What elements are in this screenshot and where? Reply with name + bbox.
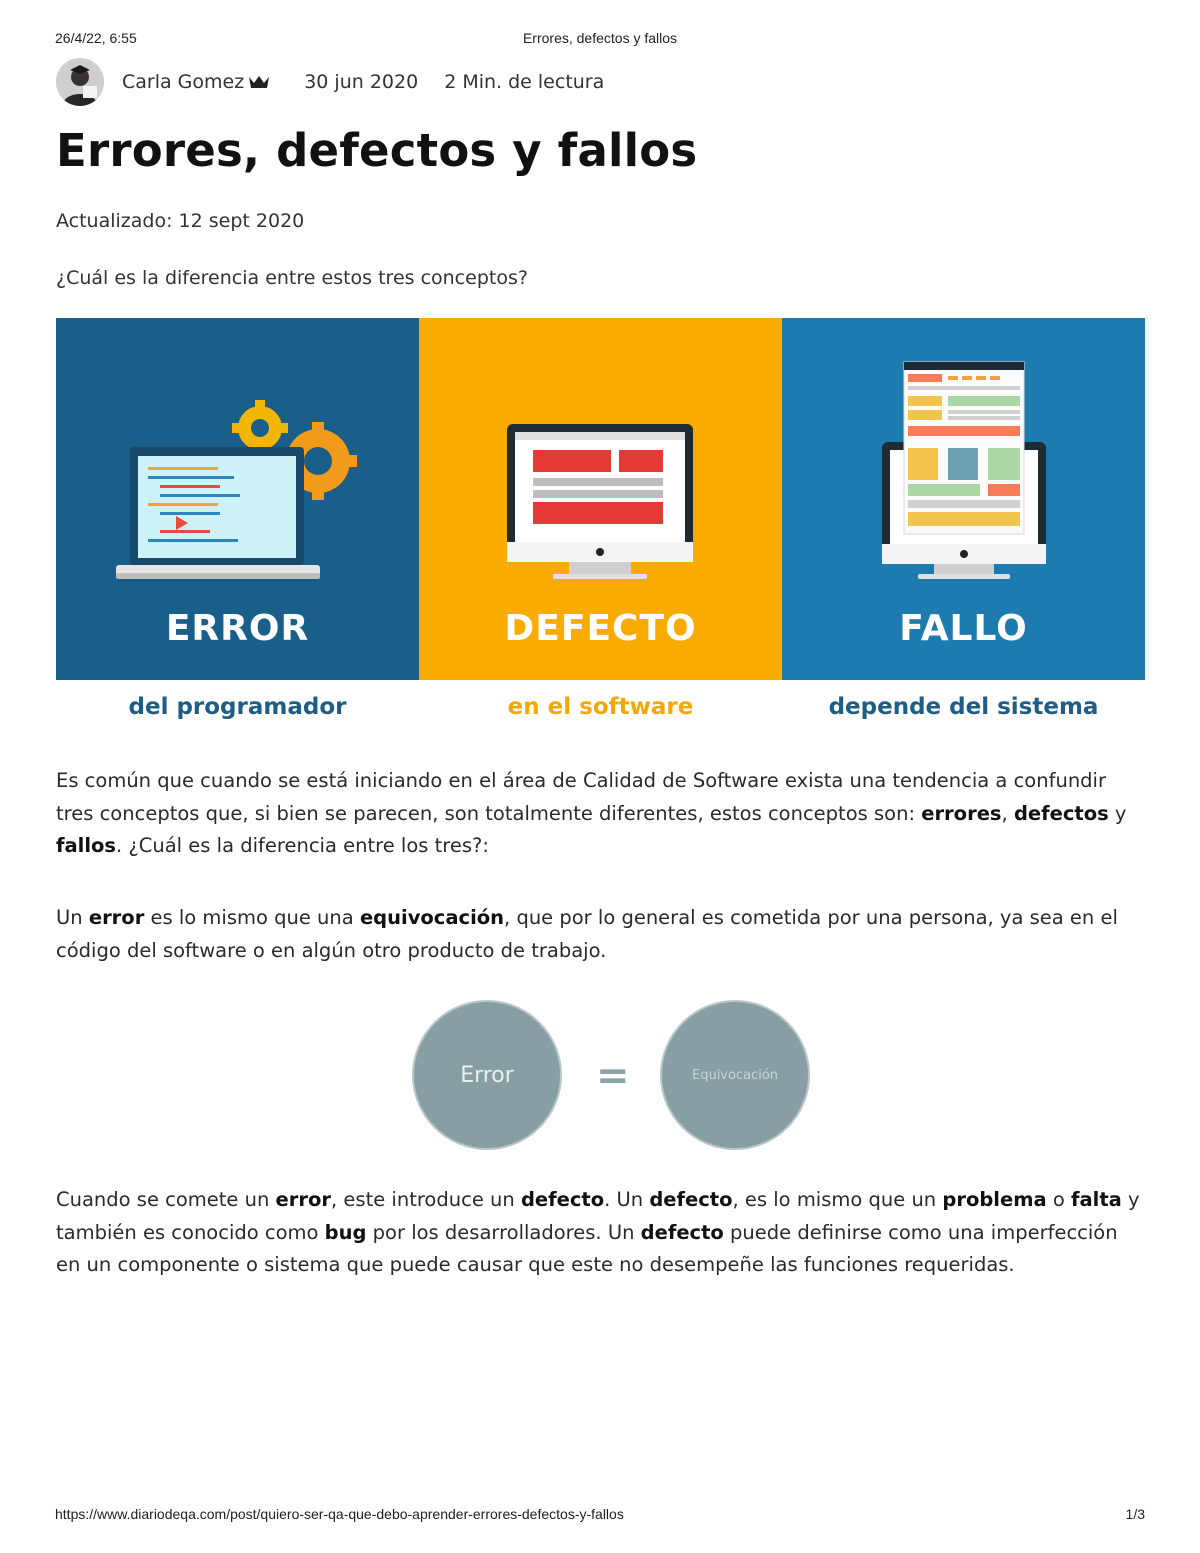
paragraph-intro bbox=[56, 765, 1146, 863]
text: , es lo mismo que un bbox=[732, 1188, 943, 1211]
panel-label-defecto: DEFECTO bbox=[504, 608, 697, 649]
page-url[interactable]: https://www.diariodeqa.com/post/quiero-ser-qa-que-debo-aprender-errores-defectos-y-fallos bbox=[55, 1506, 624, 1522]
updated-date: Actualizado: 12 sept 2020 bbox=[56, 210, 305, 232]
page-number: 1/3 bbox=[1125, 1506, 1145, 1522]
equals-sign: = bbox=[596, 1053, 630, 1099]
text: Cuando se comete un bbox=[56, 1188, 276, 1211]
author-row bbox=[56, 57, 604, 107]
text: , bbox=[1001, 801, 1014, 825]
error-equals-diagram bbox=[412, 1000, 814, 1152]
text: Es común que cuando se está iniciando en el área de Calidad de Software exista una tendencia a confundir tres conceptos que, si bien se parecen, son totalmente diferentes, estos conceptos son: bbox=[56, 769, 1106, 825]
bold-term: falta bbox=[1071, 1188, 1122, 1211]
bold-term: defectos bbox=[1013, 801, 1109, 825]
bold-term: defecto bbox=[649, 1188, 733, 1211]
text: y también es conocido como bbox=[56, 1188, 1140, 1244]
post-date: 30 jun 2020 bbox=[304, 71, 419, 93]
text: o bbox=[1046, 1188, 1072, 1211]
text: puede definirse como una imperfección en un componente o sistema que puede causar que este no desempeñe las funciones requeridas. bbox=[56, 1220, 1118, 1276]
text: . Un bbox=[604, 1188, 650, 1211]
monitor-icon bbox=[419, 318, 782, 608]
circle-equivocacion: Equivocación bbox=[660, 1000, 810, 1150]
bold-term: error bbox=[88, 906, 145, 929]
bold-term: defecto bbox=[640, 1220, 724, 1244]
caption-fallo: depende del sistema bbox=[828, 694, 1099, 720]
intro-question: ¿Cuál es la diferencia entre estos tres conceptos? bbox=[56, 267, 528, 289]
laptop-gears-icon bbox=[56, 318, 419, 608]
panel-label-error: ERROR bbox=[165, 608, 310, 649]
text: . ¿Cuál es la diferencia entre los tres?: bbox=[116, 834, 489, 857]
print-page-title: Errores, defectos y fallos bbox=[522, 30, 678, 46]
bold-term: fallos bbox=[56, 834, 117, 857]
author-name[interactable]: Carla Gomez bbox=[122, 71, 245, 93]
panel-label-fallo: FALLO bbox=[899, 608, 1028, 649]
text: Un bbox=[56, 906, 89, 929]
circle-error: Error bbox=[412, 1000, 562, 1150]
bold-term: bug bbox=[324, 1220, 367, 1244]
text: y bbox=[1108, 801, 1127, 825]
paragraph-defect-definition bbox=[56, 1184, 1146, 1282]
text: es lo mismo que una bbox=[144, 906, 360, 929]
caption-error: del programador bbox=[128, 694, 347, 720]
print-datetime: 26/4/22, 6:55 bbox=[55, 30, 137, 46]
infographic-error-defecto-fallo bbox=[56, 318, 1145, 730]
caption-defecto: en el software bbox=[507, 694, 694, 720]
panel-defecto bbox=[419, 318, 782, 680]
text: por los desarrolladores. Un bbox=[366, 1220, 641, 1244]
paragraph-error-definition bbox=[56, 902, 1146, 967]
bold-term: equivocación bbox=[359, 906, 505, 929]
article-title: Errores, defectos y fallos bbox=[56, 124, 698, 177]
text: , que por lo general es cometida por una persona, ya sea en el código del software o en algún otro producto de trabajo. bbox=[56, 906, 1118, 962]
panel-fallo bbox=[782, 318, 1145, 680]
bold-term: error bbox=[275, 1188, 332, 1211]
bold-term: problema bbox=[942, 1188, 1047, 1211]
bold-term: errores bbox=[921, 801, 1002, 825]
broken-monitor-icon bbox=[782, 318, 1145, 608]
read-time: 2 Min. de lectura bbox=[444, 71, 605, 93]
crown-icon bbox=[248, 74, 270, 90]
bold-term: defecto bbox=[520, 1188, 605, 1211]
avatar[interactable] bbox=[56, 58, 104, 106]
panel-error bbox=[56, 318, 419, 680]
text: , este introduce un bbox=[331, 1188, 521, 1211]
